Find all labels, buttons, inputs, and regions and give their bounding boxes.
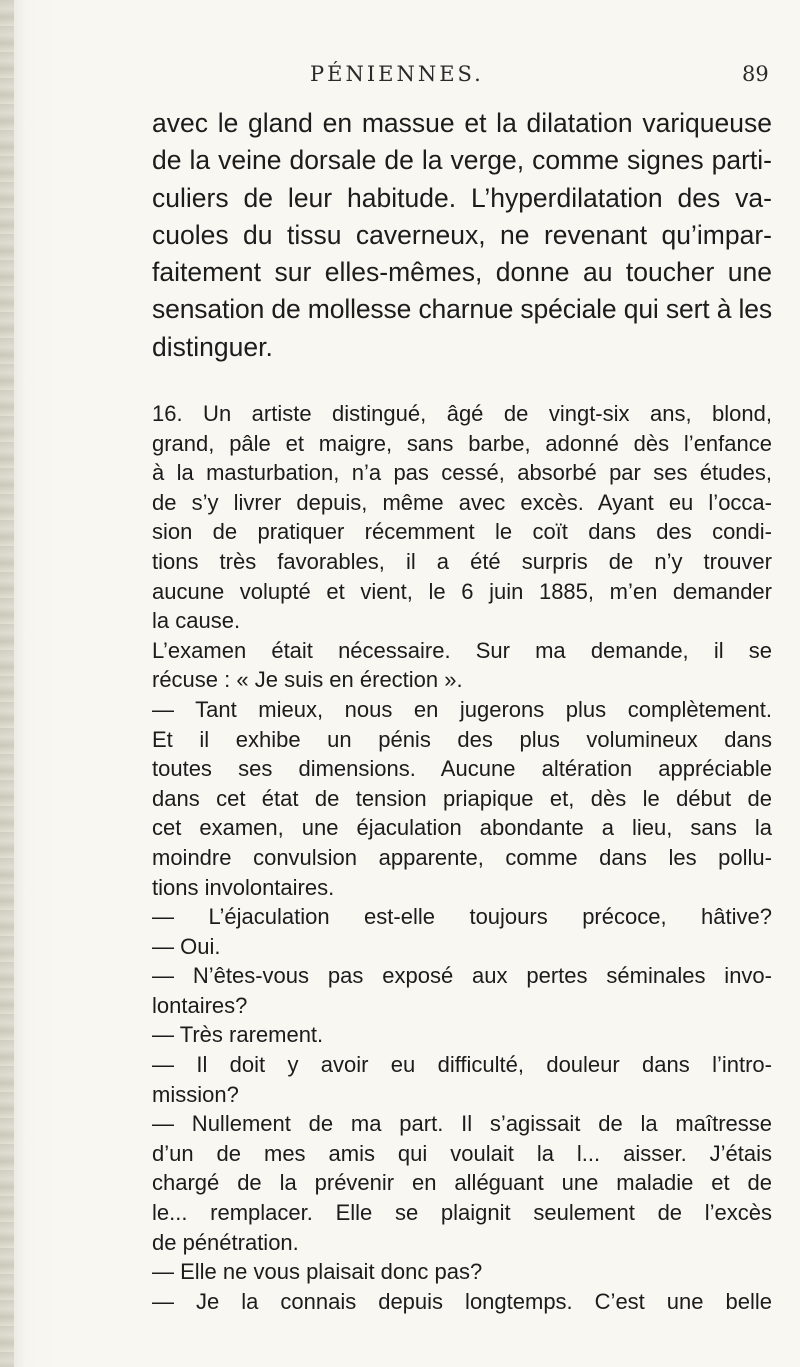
text-line: 16. Un artiste distingué, âgé de vingt-six ans, blond, [152, 401, 772, 426]
text-line: — Je la connais depuis longtemps. C’est une belle [152, 1288, 772, 1314]
text-line: Et il exhibe un pénis des plus volumineux dans [152, 726, 772, 752]
text-line: — N’êtes-vous pas exposé aux pertes séminales invo- [152, 963, 772, 989]
text-line: d’un de mes amis qui voulait la l... aisser. J’étais [152, 1140, 772, 1166]
page-header [0, 62, 800, 94]
body-text-small [152, 399, 772, 1316]
text-line: distinguer. [152, 331, 273, 362]
text-line: — Nullement de ma part. Il s’agissait de la maîtresse [152, 1111, 772, 1137]
text-line: cet examen, une éjaculation abondante a lieu, sans la [152, 815, 772, 841]
text-line: faitement sur elles-mêmes, donne au toucher une [152, 257, 772, 288]
text-line: aucune volupté et vient, le 6 juin 1885, m’en demander [152, 578, 772, 604]
text-line: récuse : « Je suis en érection ». [152, 667, 463, 693]
text-line: — Très rarement. [152, 1022, 324, 1048]
page-number: 89 [742, 62, 769, 86]
text-line: tions très favorables, il a été surpris de n’y trouver [152, 548, 772, 574]
text-line: toutes ses dimensions. Aucune altération appréciable [152, 756, 772, 782]
text-line: avec le gland en massue et la dilatation variqueuse [152, 108, 772, 138]
page-edge-shadow [0, 0, 14, 1367]
text-line: — Tant mieux, nous en jugerons plus complètement. [152, 696, 772, 722]
text-line: sensation de mollesse charnue spéciale qui sert à les [152, 294, 772, 325]
text-line: culiers de leur habitude. L’hyperdilatation des va- [152, 182, 772, 213]
text-line: lontaires? [152, 992, 248, 1018]
running-title: PÉNIENNES. [310, 62, 484, 86]
text-line: de s’y livrer depuis, même avec excès. Ayant eu l’occa- [152, 489, 772, 515]
text-line: sion de pratiquer récemment le coït dans des condi- [152, 519, 772, 545]
text-line: à la masturbation, n’a pas cessé, absorbé par ses études, [152, 460, 772, 486]
text-line: moindre convulsion apparente, comme dans les pollu- [152, 844, 772, 870]
text-line: cuoles du tissu caverneux, ne revenant qu’impar- [152, 219, 772, 250]
body-text-large [152, 105, 772, 366]
text-line: mission? [152, 1081, 239, 1107]
text-line: — Oui. [152, 933, 221, 959]
text-line: tions involontaires. [152, 874, 335, 900]
text-line: dans cet état de tension priapique et, dès le début de [152, 785, 772, 811]
text-line: le... remplacer. Elle se plaignit seulement de l’excès [152, 1200, 772, 1226]
text-line: L’examen était nécessaire. Sur ma demande, il se [152, 637, 772, 663]
text-line: la cause. [152, 608, 241, 634]
text-line: de la veine dorsale de la verge, comme signes parti- [152, 145, 772, 176]
text-line: grand, pâle et maigre, sans barbe, adonné dès l’enfance [152, 430, 772, 456]
text-line: de pénétration. [152, 1229, 299, 1255]
text-line: — Elle ne vous plaisait donc pas? [152, 1259, 483, 1285]
text-line: chargé de la prévenir en alléguant une maladie et de [152, 1170, 772, 1196]
text-line: — L’éjaculation est-elle toujours précoce, hâtive? [152, 904, 772, 930]
text-line: — Il doit y avoir eu difficulté, douleur dans l’intro- [152, 1052, 772, 1078]
